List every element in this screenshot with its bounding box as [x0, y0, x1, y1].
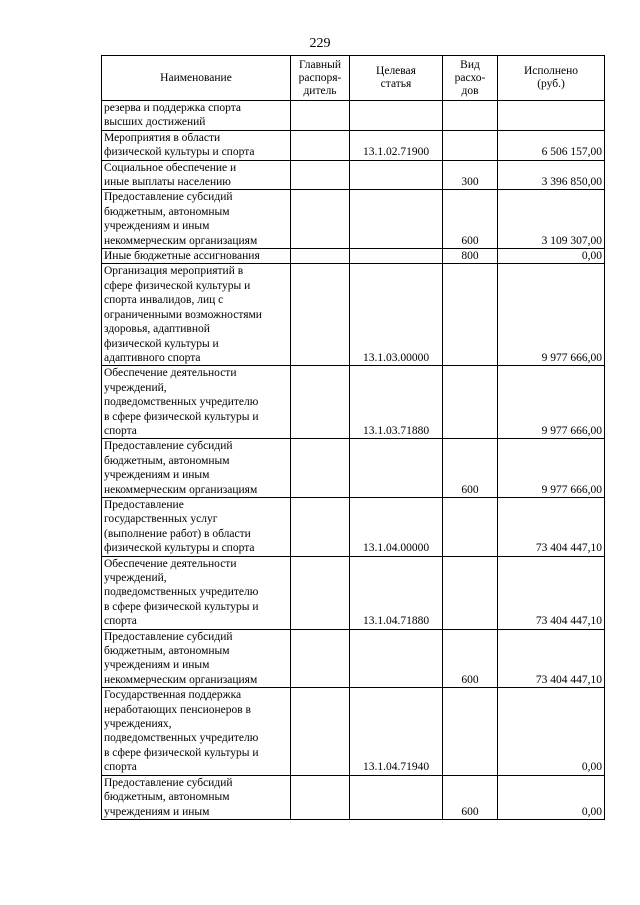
cell-type [443, 130, 498, 160]
cell-type: 600 [443, 439, 498, 498]
cell-admin [291, 556, 350, 629]
text-line: Обеспечение деятельности [104, 557, 237, 570]
text-line: адаптивного спорта [104, 351, 201, 364]
cell-target [350, 629, 443, 688]
text-line: статья [380, 78, 412, 90]
cell-amount: 9 977 666,00 [498, 366, 605, 439]
text-line: физической культуры и спорта [104, 146, 255, 159]
text-line: Главный [298, 58, 342, 71]
cell-type [443, 556, 498, 629]
text-line: высших достижений [104, 116, 206, 129]
text-line: бюджетным, автономным [104, 205, 230, 218]
text-line: спорта [104, 761, 137, 774]
text-line: неработающих пенсионеров в [104, 703, 251, 716]
cell-target [350, 160, 443, 190]
cell-name [102, 629, 291, 688]
header-name [102, 56, 291, 101]
page-number: 229 [309, 36, 331, 51]
cell-admin [291, 101, 350, 131]
text-line: Организация мероприятий в [104, 265, 244, 278]
table-row [102, 688, 605, 775]
cell-type: 600 [443, 629, 498, 688]
cell-admin [291, 497, 350, 556]
text-line: распоря- [298, 71, 342, 84]
text-line: Предоставление [104, 498, 184, 511]
text-line: некоммерческим организациям [104, 483, 258, 496]
cell-amount [498, 101, 605, 131]
cell-amount: 73 404 447,10 [498, 556, 605, 629]
text-line: Исполнено [523, 65, 579, 77]
cell-amount: 9 977 666,00 [498, 264, 605, 366]
cell-admin [291, 249, 350, 264]
table-row [102, 629, 605, 688]
table-row [102, 264, 605, 366]
text-line: Мероприятия в области [104, 131, 221, 144]
text-line: учреждениям и иным [104, 659, 210, 672]
text-line: физической культуры и спорта [104, 542, 255, 555]
cell-admin [291, 160, 350, 190]
cell-name [102, 775, 291, 819]
text-line: в сфере физической культуры и [104, 600, 259, 613]
text-line: резерва и поддержка спорта [104, 102, 242, 114]
text-line: дитель [303, 84, 337, 97]
table-row [102, 101, 605, 131]
text-line: Предоставление субсидий [104, 776, 233, 789]
text-line: здоровья, адаптивной [104, 323, 210, 336]
cell-type: 300 [443, 160, 498, 190]
cell-amount: 73 404 447,10 [498, 629, 605, 688]
cell-target: 13.1.03.71880 [350, 366, 443, 439]
cell-type: 600 [443, 775, 498, 819]
cell-target: 13.1.04.71940 [350, 688, 443, 775]
text-line: физической культуры и [104, 337, 219, 350]
text-line: спорта [104, 615, 137, 628]
table-row [102, 190, 605, 249]
text-line: Целевая [376, 65, 416, 77]
table-row [102, 775, 605, 819]
cell-name [102, 264, 291, 366]
table-header-row [102, 56, 605, 101]
cell-name [102, 130, 291, 160]
text-line: спорта [104, 424, 137, 437]
cell-amount: 73 404 447,10 [498, 497, 605, 556]
cell-name [102, 366, 291, 439]
cell-type [443, 688, 498, 775]
table-row [102, 366, 605, 439]
text-line: Предоставление субсидий [104, 191, 233, 204]
cell-type: 600 [443, 190, 498, 249]
cell-name [102, 190, 291, 249]
header-amount [498, 56, 605, 101]
table-row [102, 497, 605, 556]
cell-amount: 3 396 850,00 [498, 160, 605, 190]
cell-admin [291, 629, 350, 688]
table-row [102, 556, 605, 629]
cell-name [102, 556, 291, 629]
cell-type: 800 [443, 249, 498, 264]
cell-type [443, 101, 498, 131]
text-line: расхо- [454, 71, 486, 84]
header-target [350, 56, 443, 101]
text-line: подведомственных учредителю [104, 396, 259, 409]
table-row [102, 130, 605, 160]
cell-target [350, 775, 443, 819]
text-line: учреждениям и иным [104, 805, 210, 818]
text-line: бюджетным, автономным [104, 791, 230, 804]
text-line: Иные бюджетные ассигнования [104, 250, 260, 263]
text-line: сфере физической культуры и [104, 279, 251, 292]
text-line: учреждений, [104, 572, 167, 584]
cell-admin [291, 688, 350, 775]
cell-target: 13.1.04.71880 [350, 556, 443, 629]
table-row [102, 439, 605, 498]
cell-admin [291, 190, 350, 249]
cell-target [350, 249, 443, 264]
text-line: подведомственных учредителю [104, 586, 259, 599]
cell-amount: 9 977 666,00 [498, 439, 605, 498]
text-line: учреждениям и иным [104, 220, 210, 233]
cell-type [443, 366, 498, 439]
text-line: иные выплаты населению [104, 176, 231, 189]
cell-target [350, 101, 443, 131]
cell-amount: 0,00 [498, 249, 605, 264]
cell-amount: 0,00 [498, 775, 605, 819]
text-line: некоммерческим организациям [104, 673, 258, 686]
cell-name [102, 160, 291, 190]
text-line: Государственная поддержка [104, 689, 242, 702]
cell-target [350, 190, 443, 249]
text-line: учреждениям и иным [104, 469, 210, 482]
text-line: Обеспечение деятельности [104, 367, 237, 380]
text-line: в сфере физической культуры и [104, 746, 259, 759]
text-line: Предоставление субсидий [104, 630, 233, 643]
budget-execution-table [101, 55, 605, 820]
text-line: учреждений, [104, 381, 167, 394]
text-line: в сфере физической культуры и [104, 410, 259, 423]
text-line: Вид [460, 58, 480, 71]
text-line: государственных услуг [104, 513, 218, 526]
text-line: бюджетным, автономным [104, 454, 230, 467]
cell-type [443, 497, 498, 556]
cell-amount: 6 506 157,00 [498, 130, 605, 160]
cell-amount: 3 109 307,00 [498, 190, 605, 249]
text-line: бюджетным, автономным [104, 645, 230, 658]
cell-target [350, 439, 443, 498]
cell-name [102, 439, 291, 498]
text-line: Социальное обеспечение и [104, 161, 237, 174]
cell-target: 13.1.02.71900 [350, 130, 443, 160]
text-line: дов [461, 84, 479, 97]
text-line: подведомственных учредителю [104, 732, 259, 745]
text-line: учреждениях, [104, 718, 172, 731]
cell-name [102, 249, 291, 264]
text-line: Наименование [160, 71, 232, 84]
cell-admin [291, 264, 350, 366]
table-row [102, 249, 605, 264]
table-row [102, 160, 605, 190]
cell-target: 13.1.03.00000 [350, 264, 443, 366]
text-line: некоммерческим организациям [104, 234, 258, 247]
text-line: спорта инвалидов, лиц с [104, 294, 224, 307]
cell-type [443, 264, 498, 366]
cell-name [102, 688, 291, 775]
cell-admin [291, 439, 350, 498]
header-admin [291, 56, 350, 101]
table-body [102, 101, 605, 820]
text-line: Предоставление субсидий [104, 440, 233, 453]
text-line: (выполнение работ) в области [104, 527, 251, 540]
cell-name [102, 497, 291, 556]
header-type [443, 56, 498, 101]
cell-admin [291, 366, 350, 439]
cell-name [102, 101, 291, 131]
text-line: (руб.) [537, 78, 565, 90]
cell-target: 13.1.04.00000 [350, 497, 443, 556]
text-line: ограниченными возможностями [104, 308, 262, 321]
cell-admin [291, 130, 350, 160]
cell-admin [291, 775, 350, 819]
cell-amount: 0,00 [498, 688, 605, 775]
